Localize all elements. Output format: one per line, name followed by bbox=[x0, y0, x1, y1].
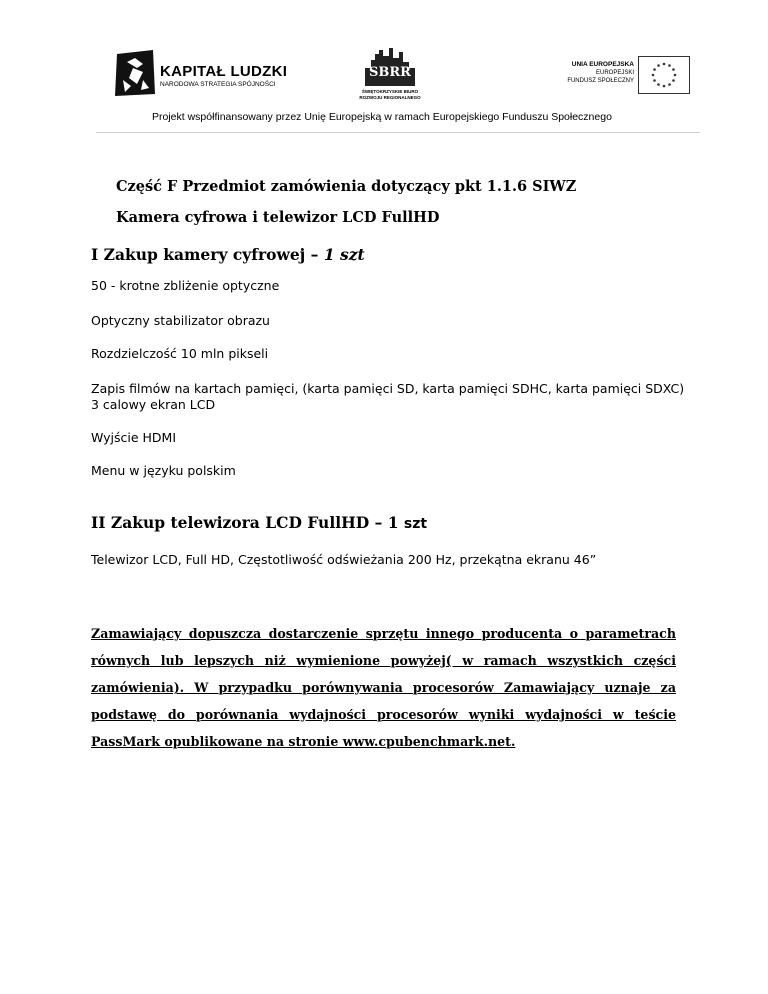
sbrr-caption-line2: ROZWOJU REGIONALNEGO bbox=[359, 95, 421, 100]
note-line-1-text: Zamawiający dopuszcza dostarczenie sprzętu innego producenta o parametrach bbox=[91, 626, 676, 641]
note-line-2-text: równych lub lepszych niż wymienione powyżej( w ramach wszystkich części bbox=[91, 653, 676, 668]
doc-title-line1: Część F Przedmiot zamówienia dotyczący pkt 1.1.6 SIWZ bbox=[116, 178, 577, 195]
note-line-4-text: podstawę do porównania wydajności procesorów wyniki wydajności w teście bbox=[91, 707, 676, 722]
eu-caption-line2: EUROPEJSKI bbox=[595, 70, 634, 76]
header-divider bbox=[96, 132, 700, 133]
spec-item-resolution: Rozdzielczość 10 mln pikseli bbox=[91, 346, 269, 361]
spec-item-stabilizer: Optyczny stabilizator obrazu bbox=[91, 313, 270, 328]
spec-item-memory-cards: Zapis filmów na kartach pamięci, (karta pamięci SD, karta pamięci SDHC, karta pamięci SDXC) bbox=[91, 381, 685, 396]
sbrr-caption-line1: ŚWIĘTOKRZYSKIE BIURO bbox=[361, 89, 419, 94]
kapital-ludzki-logo bbox=[113, 50, 288, 98]
section2-quantity: szt bbox=[403, 516, 428, 532]
kapital-ludzki-subtitle: NARODOWA STRATEGIA SPÓJNOŚCI bbox=[160, 81, 276, 88]
section1-heading-text: I Zakup kamery cyfrowej – bbox=[91, 245, 324, 264]
note-line-3-text: zamówienia). W przypadku porównywania procesorów Zamawiający uznaje za bbox=[91, 680, 676, 695]
section1-quantity: 1 szt bbox=[323, 245, 365, 264]
spec-item-zoom: 50 - krotne zbliżenie optyczne bbox=[91, 278, 280, 293]
section2-heading bbox=[91, 513, 427, 532]
note-line-5-text: PassMark opublikowane na stronie www.cpubenchmark.net. bbox=[91, 734, 516, 749]
section2-heading-text: II Zakup telewizora LCD FullHD – 1 bbox=[91, 513, 404, 532]
tv-spec-item: Telewizor LCD, Full HD, Częstotliwość odświeżania 200 Hz, przekątna ekranu 46” bbox=[91, 552, 597, 567]
section1-heading bbox=[91, 245, 365, 264]
spec-item-hdmi: Wyjście HDMI bbox=[91, 430, 177, 445]
note-line-1 bbox=[91, 620, 676, 648]
eu-flag-icon bbox=[638, 56, 690, 94]
note-line-3 bbox=[91, 674, 676, 702]
svg-text:SBRR: SBRR bbox=[369, 65, 411, 80]
project-cofinancing-line: Projekt współfinansowany przez Unię Europejską w ramach Europejskiego Funduszu Społecznego bbox=[152, 111, 612, 123]
doc-title-line2: Kamera cyfrowa i telewizor LCD FullHD bbox=[116, 209, 440, 226]
spec-item-lcd-screen: 3 calowy ekran LCD bbox=[91, 397, 216, 412]
note-line-2 bbox=[91, 647, 676, 675]
eu-caption-line1: UNIA EUROPEJSKA bbox=[571, 61, 634, 68]
spec-item-menu-language: Menu w języku polskim bbox=[91, 463, 236, 478]
note-line-4 bbox=[91, 701, 676, 729]
sbrr-skyline-icon bbox=[363, 46, 417, 86]
eu-logo bbox=[550, 56, 690, 100]
sbrr-logo bbox=[350, 46, 430, 106]
kapital-ludzki-title: KAPITAŁ LUDZKI bbox=[160, 63, 288, 80]
kapital-ludzki-emblem-icon bbox=[113, 50, 157, 96]
eu-caption-line3: FUNDUSZ SPOŁECZNY bbox=[567, 78, 634, 84]
note-line-5 bbox=[91, 728, 676, 756]
